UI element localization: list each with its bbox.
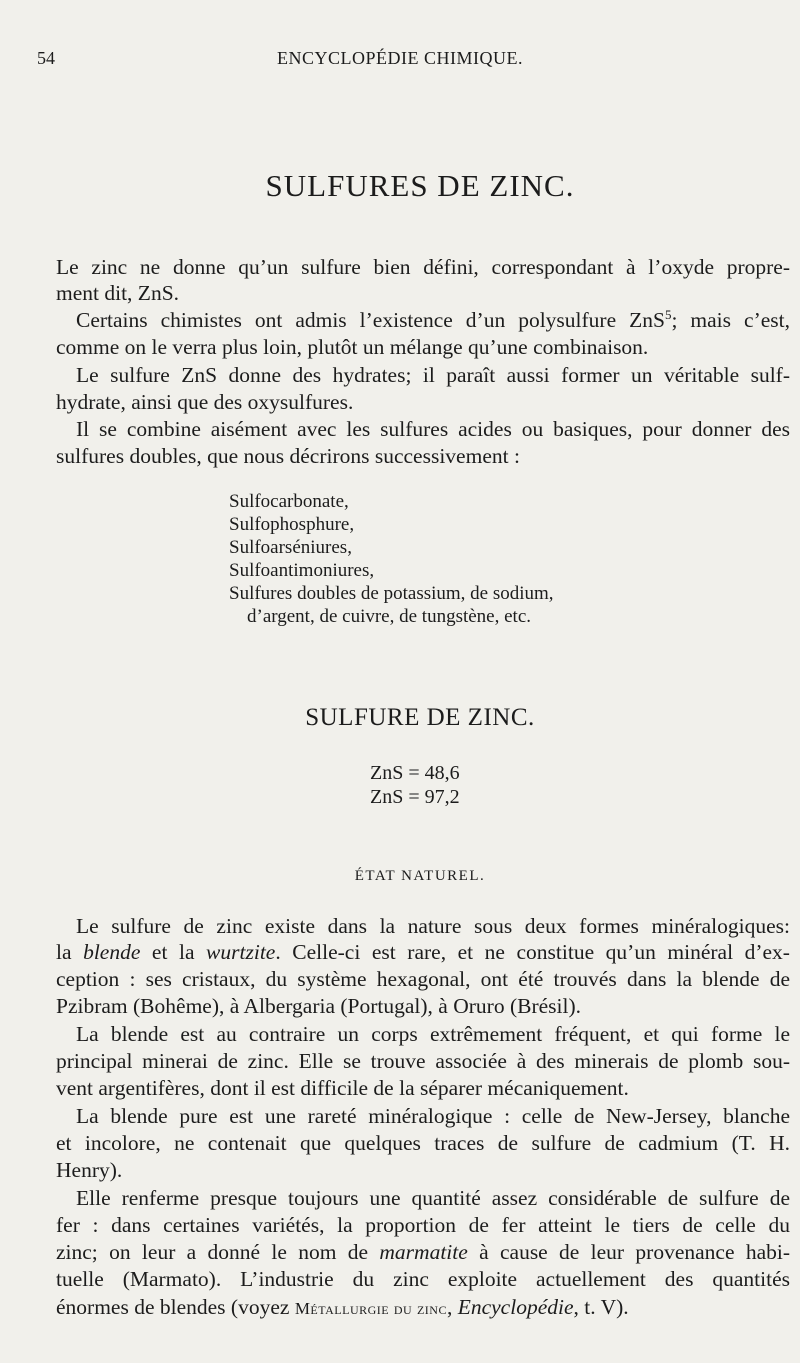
formula: ZnS = 97,2 — [370, 786, 460, 808]
list-item: Sulfophosphure, — [229, 514, 355, 535]
body-line: Le sulfure de zinc existe dans la nature sous deux formes minéralogiques: — [76, 914, 790, 938]
formula: ZnS = 48,6 — [370, 762, 460, 784]
chapter-title: SULFURES DE ZINC. — [265, 168, 575, 203]
list-item: Sulfures doubles de potassium, de sodium, — [229, 583, 554, 604]
list-item: d’argent, de cuivre, de tungstène, etc. — [247, 606, 532, 627]
list-item: Sulfoarséniures, — [229, 537, 352, 558]
intro-line: ment dit, ZnS. — [56, 281, 180, 305]
body-line: La blende est au contraire un corps extrêmement fréquent, et qui forme le — [76, 1022, 790, 1046]
body-line: Henry). — [56, 1158, 123, 1182]
intro-line: sulfures doubles, que nous décrirons successivement : — [56, 444, 520, 468]
intro-line: Le sulfure ZnS donne des hydrates; il paraît aussi former un véritable sulf- — [76, 363, 790, 387]
intro-line: Le zinc ne donne qu’un sulfure bien défini, correspondant à l’oxyde propre- — [56, 255, 790, 279]
list-item: Sulfocarbonate, — [229, 491, 349, 512]
intro-line: comme on le verra plus loin, plutôt un mélange qu’une combinaison. — [56, 335, 649, 359]
body-line: et incolore, ne contenait que quelques traces de sulfure de cadmium (T. H. — [56, 1131, 790, 1155]
intro-line: Il se combine aisément avec les sulfures acides ou basiques, pour donner des — [76, 417, 790, 441]
body-line: la blende et la wurtzite. Celle-ci est rare, et ne constitue qu’un minéral d’ex- — [56, 940, 790, 964]
body-line: Pzibram (Bohême), à Albergaria (Portugal), à Oruro (Brésil). — [56, 994, 581, 1018]
intro-line: Certains chimistes ont admis l’existence d’un polysulfure ZnS$^5$; mais c’est, — [76, 306, 790, 332]
page-number: 54 — [37, 48, 55, 68]
list-item: Sulfoantimoniures, — [229, 560, 375, 581]
section-title: SULFURE DE ZINC. — [305, 704, 535, 731]
body-line: principal minerai de zinc. Elle se trouve associée à des minerais de plomb sou- — [56, 1049, 790, 1073]
intro-line: hydrate, ainsi que des oxysulfures. — [56, 390, 354, 414]
running-title: ENCYCLOPÉDIE CHIMIQUE. — [277, 48, 523, 68]
body-line: Elle renferme presque toujours une quantité assez considérable de sulfure de — [76, 1186, 790, 1210]
body-line: ception : ses cristaux, du système hexagonal, ont été trouvés dans la blende de — [56, 967, 790, 991]
subheading: ÉTAT NATUREL. — [354, 868, 486, 884]
body-line: vent argentifères, dont il est difficile de la séparer mécaniquement. — [56, 1076, 629, 1100]
body-line: tuelle (Marmato). L’industrie du zinc exploite actuellement des quantités — [56, 1267, 790, 1291]
body-line: zinc; on leur a donné le nom de marmatite à cause de leur provenance habi- — [56, 1240, 790, 1264]
body-line: énormes de blendes (voyez Métallurgie du zinc, Encyclopédie, t. V). — [56, 1295, 629, 1319]
body-line: La blende pure est une rareté minéralogique : celle de New-Jersey, blanche — [76, 1104, 790, 1128]
body-line: fer : dans certaines variétés, la proportion de fer atteint le tiers de celle du — [56, 1213, 790, 1237]
